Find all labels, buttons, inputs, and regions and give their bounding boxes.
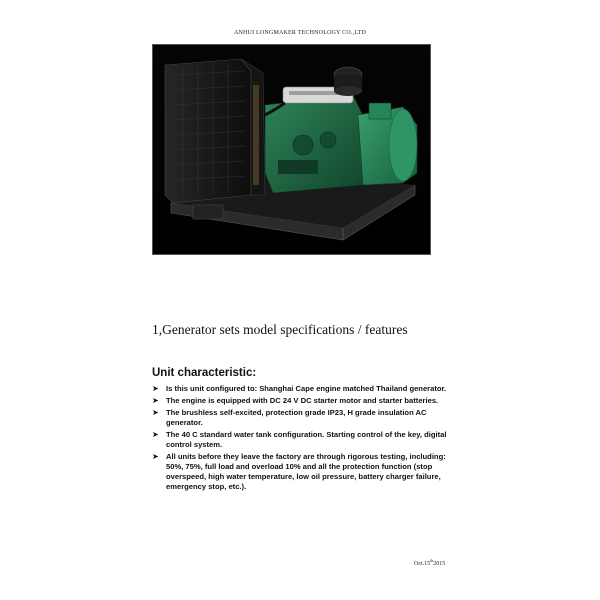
- list-item: ➤ The engine is equipped with DC 24 V DC starter motor and starter batteries.: [152, 396, 439, 405]
- unit-characteristic-heading: Unit characteristic:: [152, 367, 257, 379]
- bullet-arrow-icon: ➤: [152, 396, 159, 405]
- section-title: 1,Generator sets model specifications / features: [152, 322, 408, 337]
- unit-characteristic-list: [152, 384, 452, 494]
- company-header: ANHUI LONGMAKER TECHNOLOGY CO.,LTD: [233, 30, 367, 36]
- generator-photo: [152, 44, 431, 255]
- list-item: ➤ The brushless self-excited, protection grade IP23, H grade insulation AC generator.: [152, 408, 427, 427]
- bullet-arrow-icon: ➤: [152, 408, 159, 417]
- document-date: Oct.15th2015: [414, 558, 446, 567]
- list-item: ➤ Is this unit configured to: Shanghai Cape engine matched Thailand generator.: [152, 384, 447, 393]
- bullet-arrow-icon: ➤: [152, 452, 159, 461]
- list-item: ➤ All units before they leave the factory are through rigorous testing, including: 50%, 75%, full load and overload 10% and all the protection function (stop overspeed, high water temperature, low oil pressure, battery charger failure, emergency stop, etc.).: [152, 452, 446, 491]
- list-item: ➤ The 40 C standard water tank configuration. Starting control of the key, digital control system.: [152, 430, 447, 449]
- bullet-arrow-icon: ➤: [152, 384, 159, 393]
- bullet-arrow-icon: ➤: [152, 430, 159, 439]
